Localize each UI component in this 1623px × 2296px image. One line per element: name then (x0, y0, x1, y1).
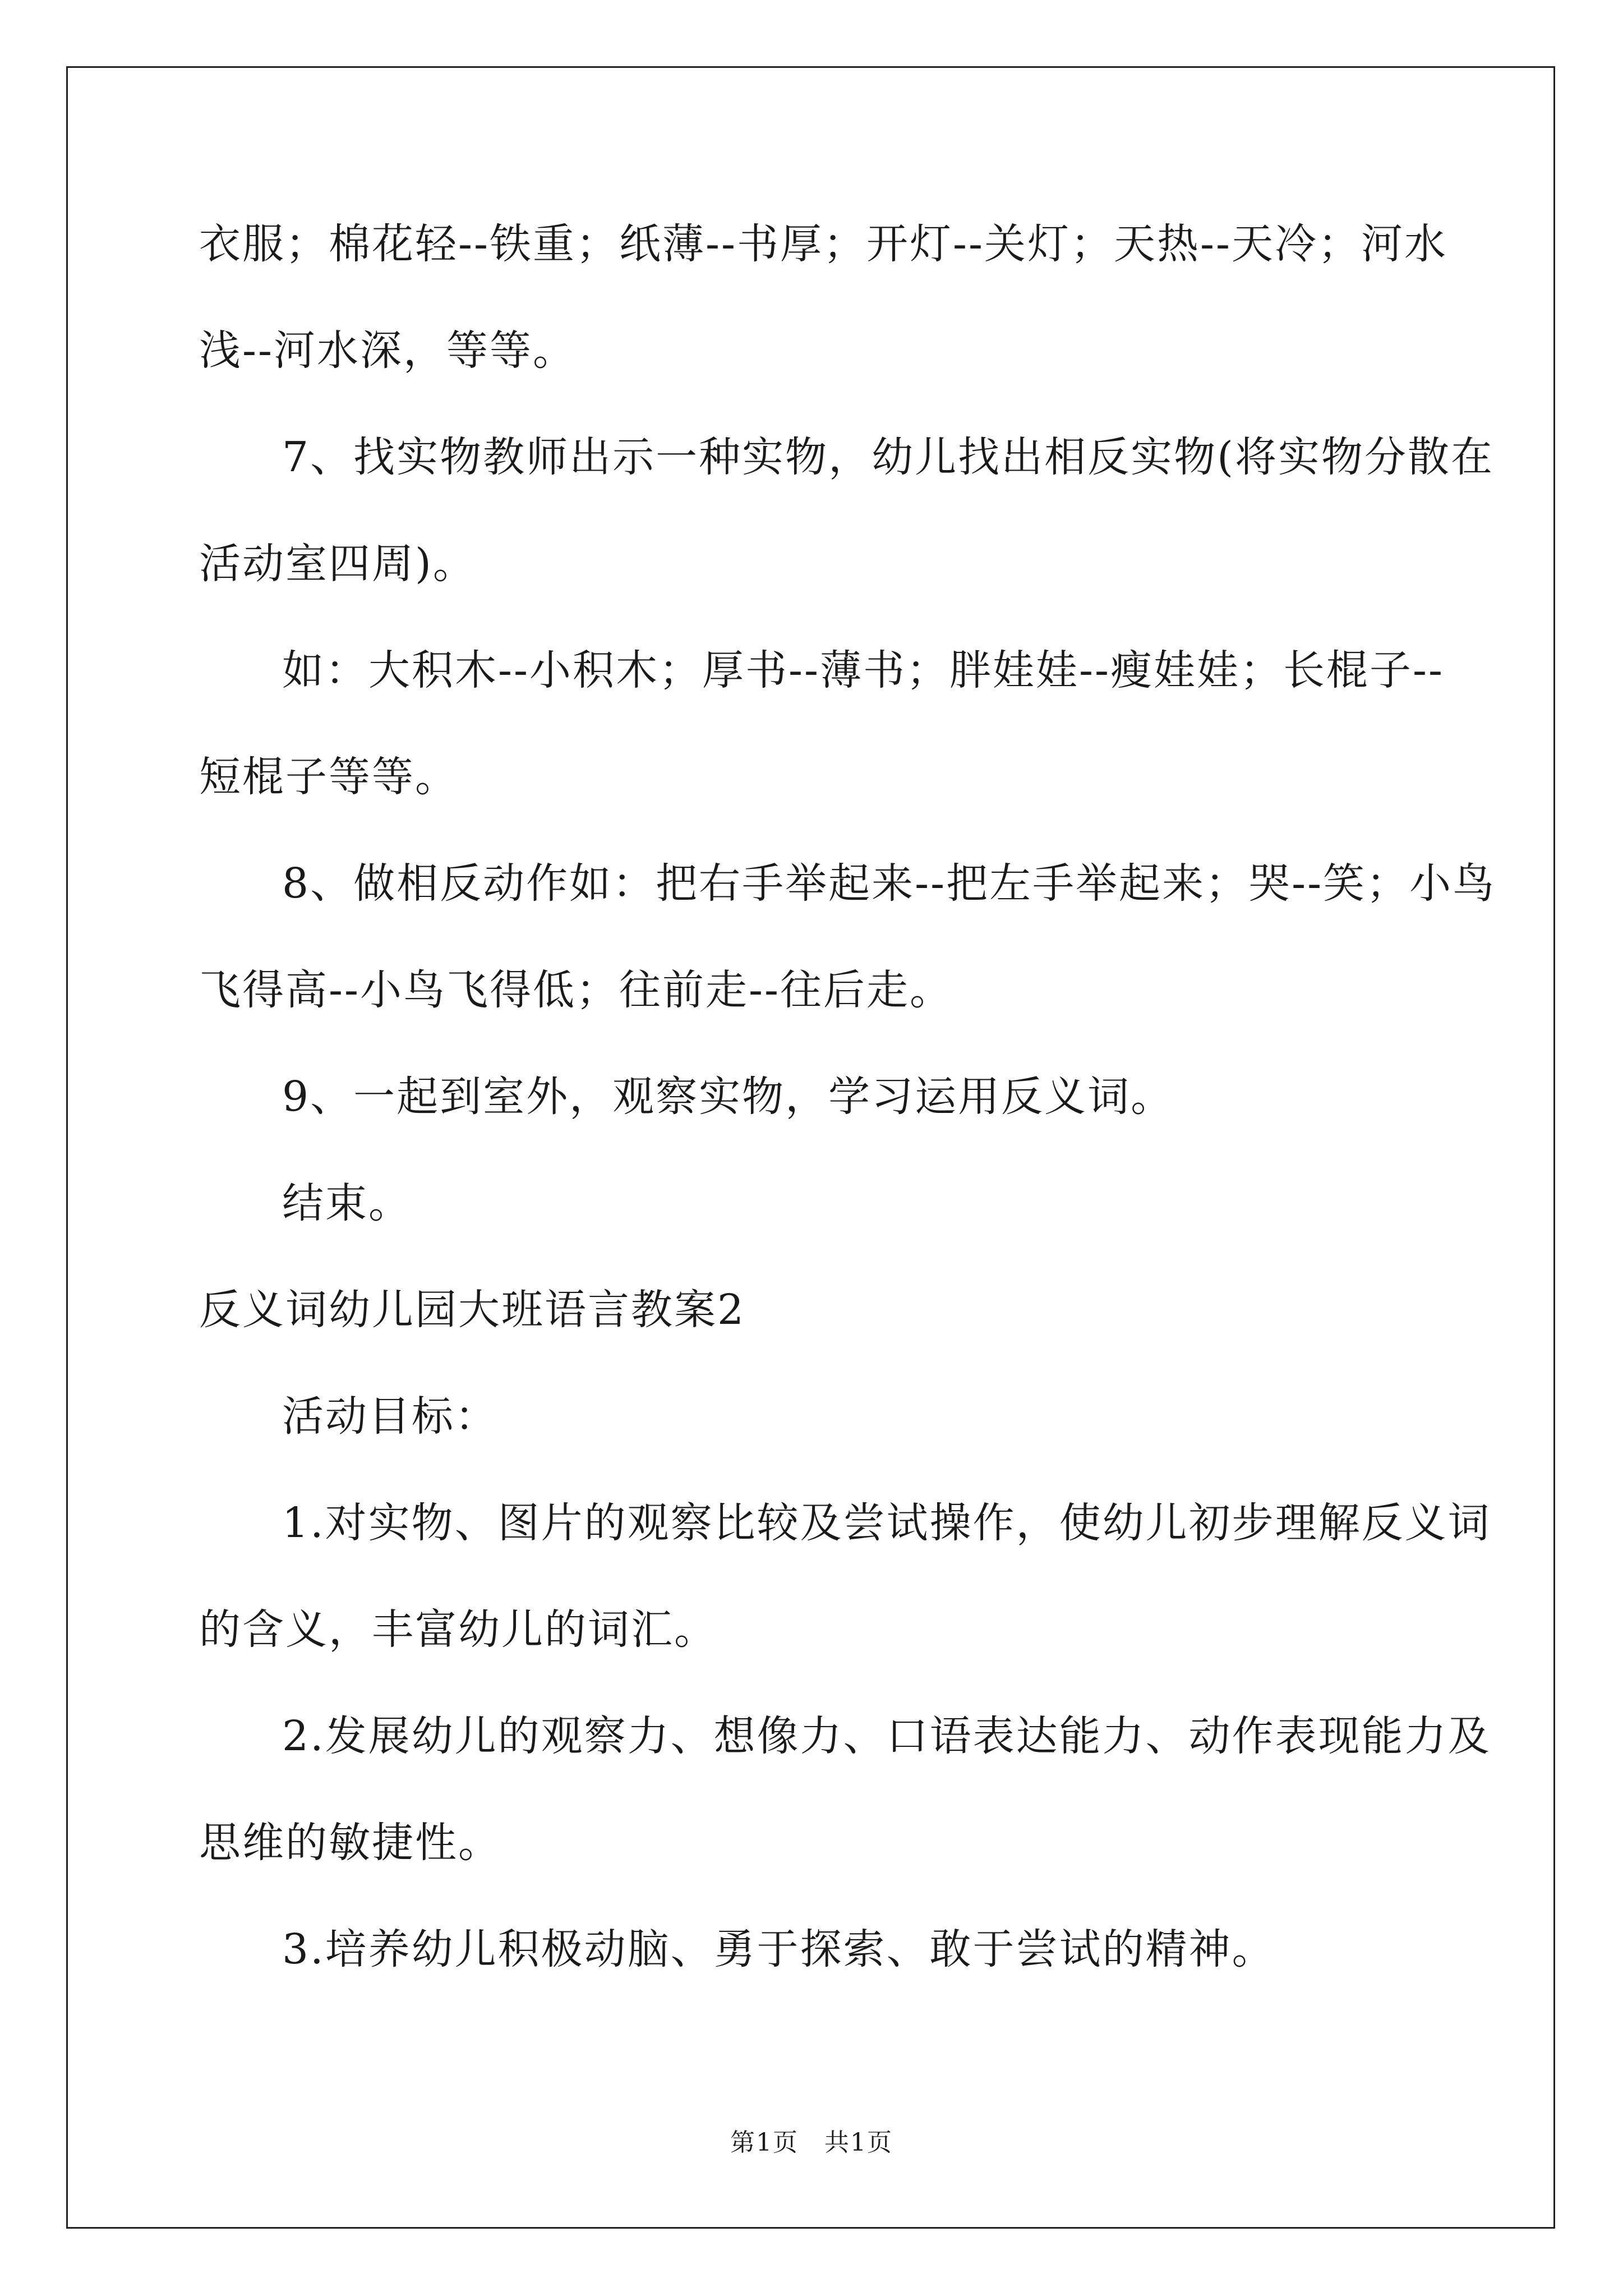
text-line: 的含义，丰富幼儿的词汇。 (199, 1605, 717, 1654)
text-line: 思维的敏捷性。 (199, 1819, 501, 1867)
text-line: 7、找实物教师出示一种实物，幼儿找出相反实物(将实物分散在 (282, 433, 1494, 481)
text-line: 短棍子等等。 (199, 753, 458, 801)
text-line: 浅--河水深，等等。 (199, 326, 577, 375)
text-line: 2.发展幼儿的观察力、想像力、口语表达能力、动作表现能力及 (282, 1712, 1491, 1760)
text-line: 9、一起到室外，观察实物，学习运用反义词。 (282, 1073, 1174, 1121)
page-footer: 第1页 共1页 (730, 2128, 893, 2157)
text-line: 3.培养幼儿积极动脑、勇于探索、敢于尝试的精神。 (282, 1925, 1275, 1973)
text-line: 衣服；棉花轻--铁重；纸薄--书厚；开灯--关灯；天热--天冷；河水 (199, 220, 1448, 268)
section-heading: 反义词幼儿园大班语言教案2 (199, 1286, 746, 1334)
text-line: 8、做相反动作如：把右手举起来--把左手举起来；哭--笑；小鸟 (282, 859, 1496, 908)
text-line: 活动目标： (282, 1392, 498, 1441)
text-line: 结束。 (282, 1179, 412, 1227)
text-line: 1.对实物、图片的观察比较及尝试操作，使幼儿初步理解反义词 (282, 1499, 1491, 1547)
page-border (66, 66, 1555, 2229)
text-line: 飞得高--小鸟飞得低；往前走--往后走。 (199, 966, 953, 1014)
text-line: 如：大积木--小积木；厚书--薄书；胖娃娃--瘦娃娃；长棍子-- (282, 646, 1445, 694)
text-line: 活动室四周)。 (199, 540, 476, 588)
